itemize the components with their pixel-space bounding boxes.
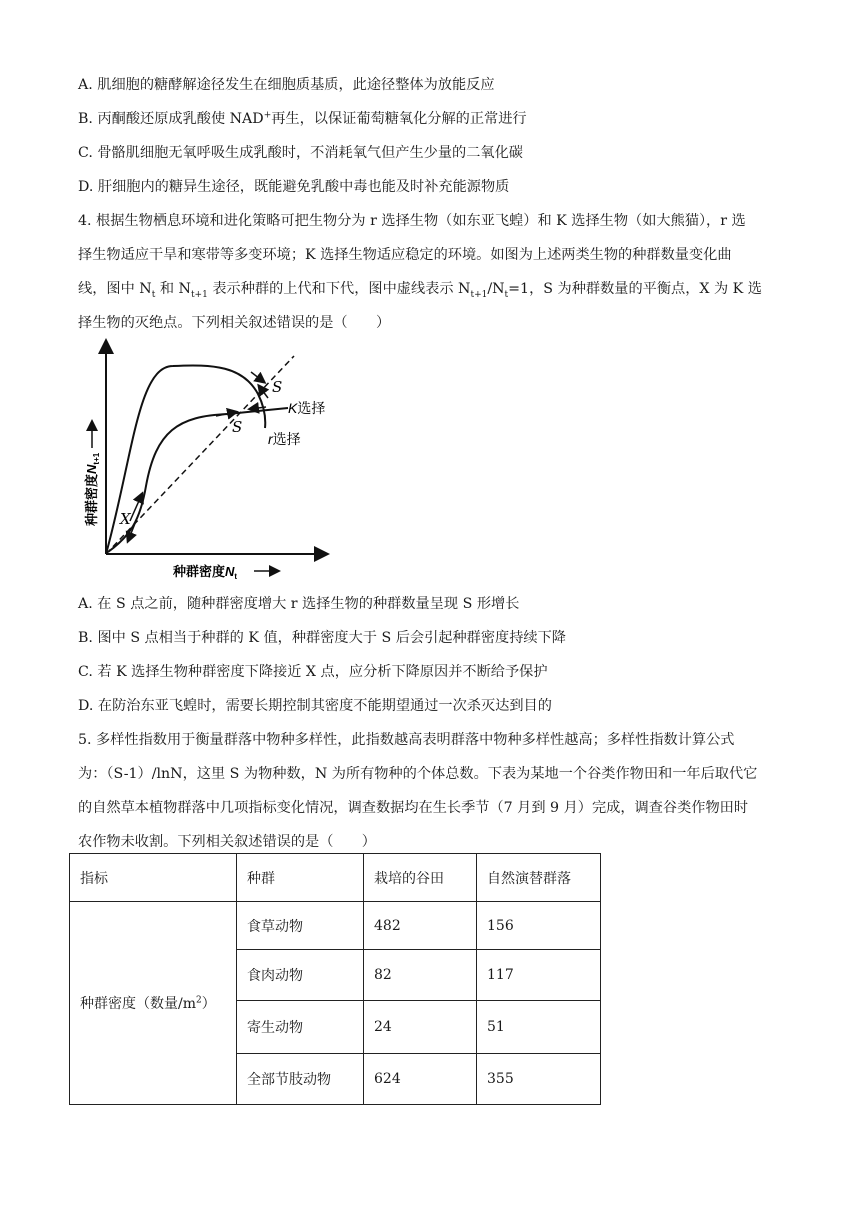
q5-stem-line1: 5. 多样性指数用于衡量群落中物种多样性，此指数越高表明群落中物种多样性越高；多样性指数计算公式 — [78, 732, 735, 748]
table-cell: 24 — [364, 1001, 477, 1054]
table-header-row — [70, 854, 601, 902]
point-x: X — [120, 510, 131, 528]
table-cell: 食肉动物 — [237, 950, 364, 1001]
table-cell: 全部节肢动物 — [237, 1054, 364, 1105]
table-header-cell: 种群 — [237, 854, 364, 902]
q3-option-d: D. 肝细胞内的糖异生途径，既能避免乳酸中毒也能及时补充能源物质 — [78, 179, 510, 195]
row-group-label: 种群密度（数量$/m^2$） — [70, 902, 237, 1105]
r-selection-label: r选择 — [268, 431, 301, 447]
table-cell: 624 — [364, 1054, 477, 1105]
q3-option-c: C. 骨骼肌细胞无氧呼吸生成乳酸时，不消耗氧气但产生少量的二氧化碳 — [78, 145, 523, 161]
table-cell: 117 — [477, 950, 601, 1001]
q3-option-b: B. 丙酮酸还原成乳酸使 NAD+再生，以保证葡萄糖氧化分解的正常进行 — [78, 110, 527, 127]
arrow-r-upper — [251, 372, 264, 382]
q4-stem-line3: 线，图中 $N_t$ 和 $N_{t+1}$ 表示种群的上代和下代，图中虚线表示 $N_{t+1}/N_t=1$，S 为种群数量的平衡点，X 为 K 选 — [78, 281, 762, 300]
q3-option-a: A. 肌细胞的糖酵解途径发生在细胞质基质，此途径整体为放能反应 — [78, 77, 495, 93]
table-cell: 355 — [477, 1054, 601, 1105]
q4-stem-line1: 4. 根据生物栖息环境和进化策略可把生物分为 r 选择生物（如东亚飞蝗）和 K 选择生物（如大熊猫），r 选 — [78, 213, 746, 229]
q4-option-b: B. 图中 S 点相当于种群的 K 值，种群密度大于 S 后会引起种群密度持续下降 — [78, 630, 566, 646]
q4-option-d: D. 在防治东亚飞蝗时，需要长期控制其密度不能期望通过一次杀灭达到目的 — [78, 698, 552, 714]
x-axis-title — [172, 564, 278, 581]
table-cell: 82 — [364, 950, 477, 1001]
table-row — [70, 902, 601, 950]
table-header-cell: 栽培的谷田 — [364, 854, 477, 902]
table-header-cell: 自然演替群落 — [477, 854, 601, 902]
q5-stem-line4: 农作物未收割。下列相关叙述错误的是（ ） — [78, 834, 376, 850]
q4-stem-line2: 择生物适应干旱和寒带等多变环境；K 选择生物适应稳定的环境。如图为上述两类生物的种群数量变化曲 — [78, 247, 732, 263]
population-curve-figure — [78, 336, 348, 586]
k-selection-label: K选择 — [288, 400, 326, 416]
q5-stem-line3: 的自然草本植物群落中几项指标变化情况，调查数据均在生长季节（7 月到 9 月）完成，调查谷类作物田时 — [78, 800, 749, 816]
y-axis-title — [84, 422, 101, 527]
q5-stem-line2: 为：（S-1）/lnN，这里 S 为物种数，N 为所有物种的个体总数。下表为某地一个谷类作物田和一年后取代它 — [78, 766, 758, 782]
table-header-cell: 指标 — [70, 854, 237, 902]
point-s-upper: S — [272, 378, 283, 396]
point-s-lower: S — [232, 418, 243, 436]
q4-option-c: C. 若 K 选择生物种群密度下降接近 X 点，应分析下降原因并不断给予保护 — [78, 664, 548, 680]
svg-text:种群密度Nt: 种群密度$N_t$ — [173, 564, 238, 581]
q4-stem-line4: 择生物的灭绝点。下列相关叙述错误的是（ ） — [78, 315, 391, 331]
svg-text:种群密度Nt+1: 种群密度$N_{t+1}$ — [84, 452, 101, 526]
table-cell: 食草动物 — [237, 902, 364, 950]
table-cell: 156 — [477, 902, 601, 950]
table-cell: 482 — [364, 902, 477, 950]
table-cell: 51 — [477, 1001, 601, 1054]
data-table — [69, 853, 601, 1105]
table-cell: 寄生动物 — [237, 1001, 364, 1054]
q4-option-a: A. 在 S 点之前，随种群密度增大 r 选择生物的种群数量呈现 S 形增长 — [78, 596, 520, 612]
